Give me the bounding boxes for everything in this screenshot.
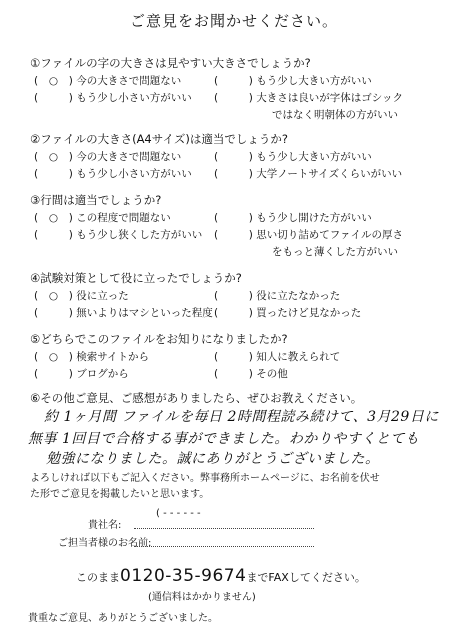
company-underline (134, 528, 314, 529)
q4-option-3[interactable]: ( ) 無いよりはマシといった程度 (34, 307, 213, 319)
q1-option-2[interactable]: ( ) もう少し大きい方がいい (214, 75, 372, 87)
handwritten-line-2: 無事 1回目で合格する事ができました。わかりやすくとても (28, 431, 420, 447)
question-6: ⑥その他ご意見、ご感想がありましたら、ぜひお教えください。 (30, 391, 363, 405)
q5-option-4[interactable]: ( ) その他 (214, 368, 288, 380)
q3-option-3[interactable]: ( ) もう少し狭くした方がいい (34, 229, 203, 241)
q1-option-4-cont: ではなく明朝体の方がいい (272, 109, 398, 121)
thanks-text: 貴重なご意見、ありがとうございました。 (28, 613, 218, 624)
q4-option-2[interactable]: ( ) 役に立たなかった (214, 290, 341, 302)
fax-note: (通信料はかかりません) (148, 592, 256, 603)
fax-number: 0120-35-9674 (120, 566, 247, 586)
q3-option-4-cont: をもっと薄くした方がいい (272, 246, 398, 258)
question-4: ④試験対策として役に立ったでしょうか? (30, 271, 242, 285)
question-1: ①ファイルの字の大きさは見やすい大きさでしょうか? (30, 56, 311, 70)
q5-option-2[interactable]: ( ) 知人に教えられて (214, 351, 341, 363)
q5-option-3[interactable]: ( ) ブログから (34, 368, 129, 380)
q2-option-3[interactable]: ( ) もう少し小さい方がいい (34, 168, 192, 180)
q4-option-4[interactable]: ( ) 買ったけど見なかった (214, 307, 362, 319)
q4-option-1[interactable]: ( ○ ) 役に立った (34, 290, 129, 302)
question-2: ②ファイルの大きさ(A4サイズ)は適当でしょうか? (30, 132, 288, 146)
company-label: 貴社名: (88, 520, 122, 531)
handwritten-line-3: 勉強になりました。誠にありがとうございました。 (46, 451, 380, 467)
question-3: ③行間は適当でしょうか? (30, 193, 162, 207)
company-value: ( - - - - - - (156, 508, 201, 519)
note-line-1: よろしければ以下もご記入ください。弊事務所ホームページに、お名前を伏せ (30, 473, 380, 484)
person-label: ご担当者様のお名前: (58, 538, 152, 549)
question-5: ⑤どちらでこのファイルをお知りになりましたか? (30, 332, 288, 346)
q3-option-1[interactable]: ( ○ ) この程度で問題ない (34, 212, 171, 224)
q3-option-2[interactable]: ( ) もう少し開けた方がいい (214, 212, 372, 224)
q3-option-4[interactable]: ( ) 思い切り詰めてファイルの厚さ (214, 229, 404, 241)
q2-option-4[interactable]: ( ) 大学ノートサイズくらいがいい (214, 168, 403, 180)
q2-option-1[interactable]: ( ○ ) 今の大きさで問題ない (34, 151, 182, 163)
person-underline (134, 546, 314, 547)
q2-option-2[interactable]: ( ) もう少し大きい方がいい (214, 151, 372, 163)
q5-option-1[interactable]: ( ○ ) 検索サイトから (34, 351, 149, 363)
q1-option-4[interactable]: ( ) 大きさは良いが字体はゴシック (214, 92, 404, 104)
note-line-2: た形でご意見を掲載したいと思います。 (30, 489, 210, 500)
fax-line: このまま0120-35-9674までFAXしてください。 (76, 566, 366, 586)
q1-option-1[interactable]: ( ○ ) 今の大きさで問題ない (34, 75, 182, 87)
handwritten-line-1: 約 1ヶ月間 ファイルを毎日 2時間程読み続けて、3月29日に (44, 409, 439, 425)
q1-option-3[interactable]: ( ) もう少し小さい方がいい (34, 92, 192, 104)
page-title: ご意見をお聞かせください。 (129, 12, 338, 30)
